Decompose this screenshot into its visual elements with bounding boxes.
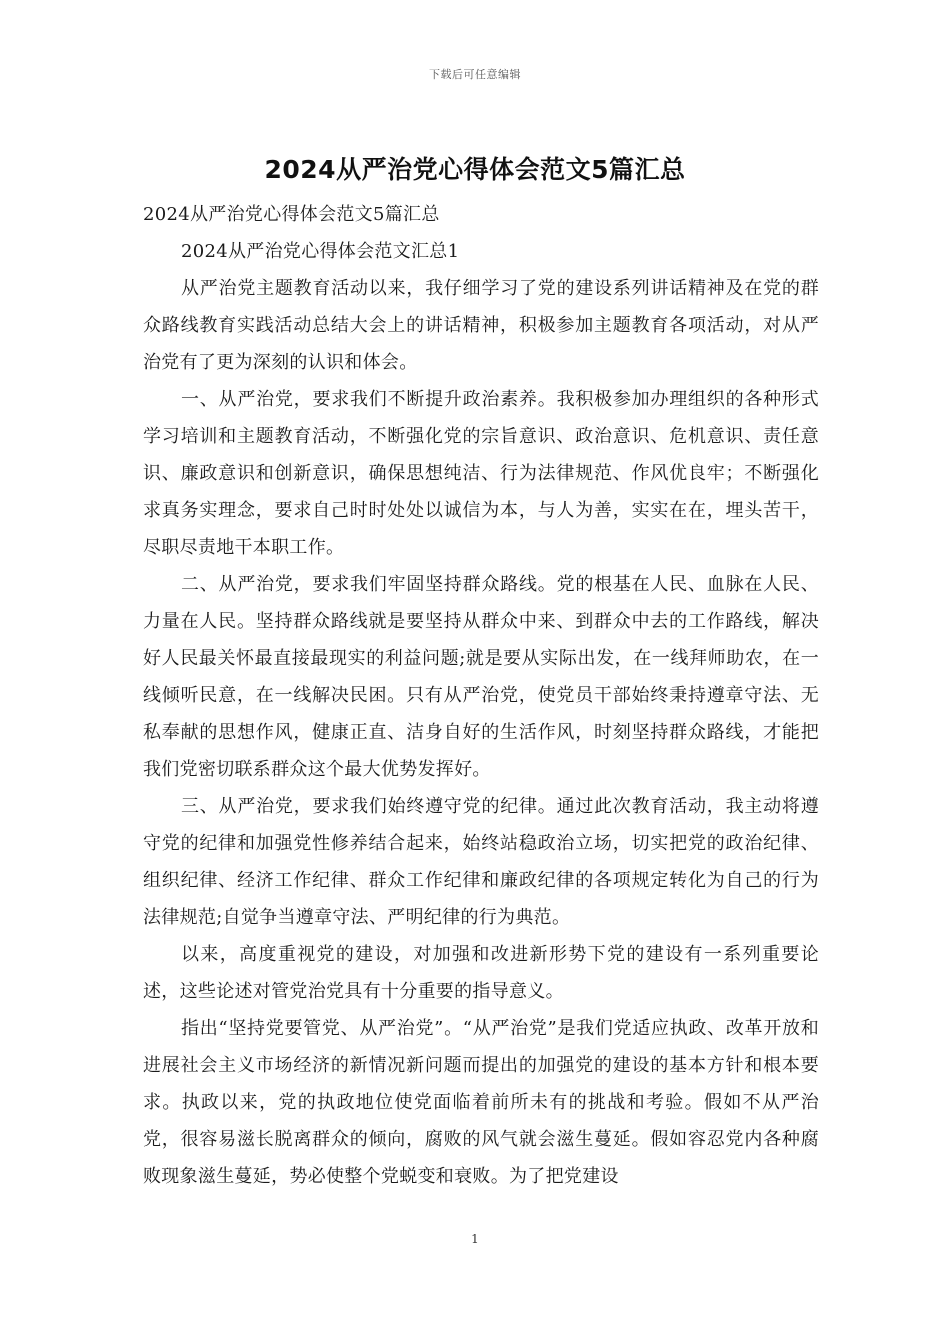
page-number: 1 — [471, 1232, 479, 1246]
document-title: 2024从严治党心得体会范文5篇汇总 — [264, 155, 686, 184]
paragraph: 以来，高度重视党的建设，对加强和改进新形势下党的建设有一系列重要论述，这些论述对管党治党具有十分重要的指导意义。 — [143, 944, 819, 1002]
paragraph: 2024从严治党心得体会范文5篇汇总 — [143, 204, 440, 225]
paragraph: 2024从严治党心得体会范文汇总1 — [181, 241, 460, 262]
paragraph: 一、从严治党，要求我们不断提升政治素养。我积极参加办理组织的各种形式学习培训和主题教育活动，不断强化党的宗旨意识、政治意识、危机意识、责任意识、廉政意识和创新意识，确保思想纯洁、行为法律规范、作风优良牢；不断强化求真务实理念，要求自己时时处处以诚信为本，与人为善，实实在在，埋头苦干，尽职尽责地干本职工作。 — [143, 389, 819, 558]
paragraph: 指出“坚持党要管党、从严治党”。“从严治党”是我们党适应执政、改革开放和进展社会主义市场经济的新情况新问题而提出的加强党的建设的基本方针和根本要求。执政以来，党的执政地位使党面临着前所未有的挑战和考验。假如不从严治党，很容易滋长脱离群众的倾向，腐败的风气就会滋生蔓延。假如容忍党内各种腐败现象滋生蔓延，势必使整个党蜕变和衰败。为了把党建设 — [143, 1018, 819, 1187]
paragraph: 三、从严治党，要求我们始终遵守党的纪律。通过此次教育活动，我主动将遵守党的纪律和加强党性修养结合起来，始终站稳政治立场，切实把党的政治纪律、组织纪律、经济工作纪律、群众工作纪律和廉政纪律的各项规定转化为自己的行为法律规范;自觉争当遵章守法、严明纪律的行为典范。 — [143, 796, 819, 928]
header-note: 下载后可任意编辑 — [429, 68, 521, 81]
document-body — [143, 196, 819, 1195]
paragraph: 从严治党主题教育活动以来，我仔细学习了党的建设系列讲话精神及在党的群众路线教育实践活动总结大会上的讲话精神，积极参加主题教育各项活动，对从严治党有了更为深刻的认识和体会。 — [143, 278, 819, 373]
paragraph: 二、从严治党，要求我们牢固坚持群众路线。党的根基在人民、血脉在人民、力量在人民。坚持群众路线就是要坚持从群众中来、到群众中去的工作路线，解决好人民最关怀最直接最现实的利益问题;就是要从实际出发，在一线拜师助农，在一线倾听民意，在一线解决民困。只有从严治党，使党员干部始终秉持遵章守法、无私奉献的思想作风，健康正直、洁身自好的生活作风，时刻坚持群众路线，才能把我们党密切联系群众这个最大优势发挥好。 — [143, 574, 819, 780]
